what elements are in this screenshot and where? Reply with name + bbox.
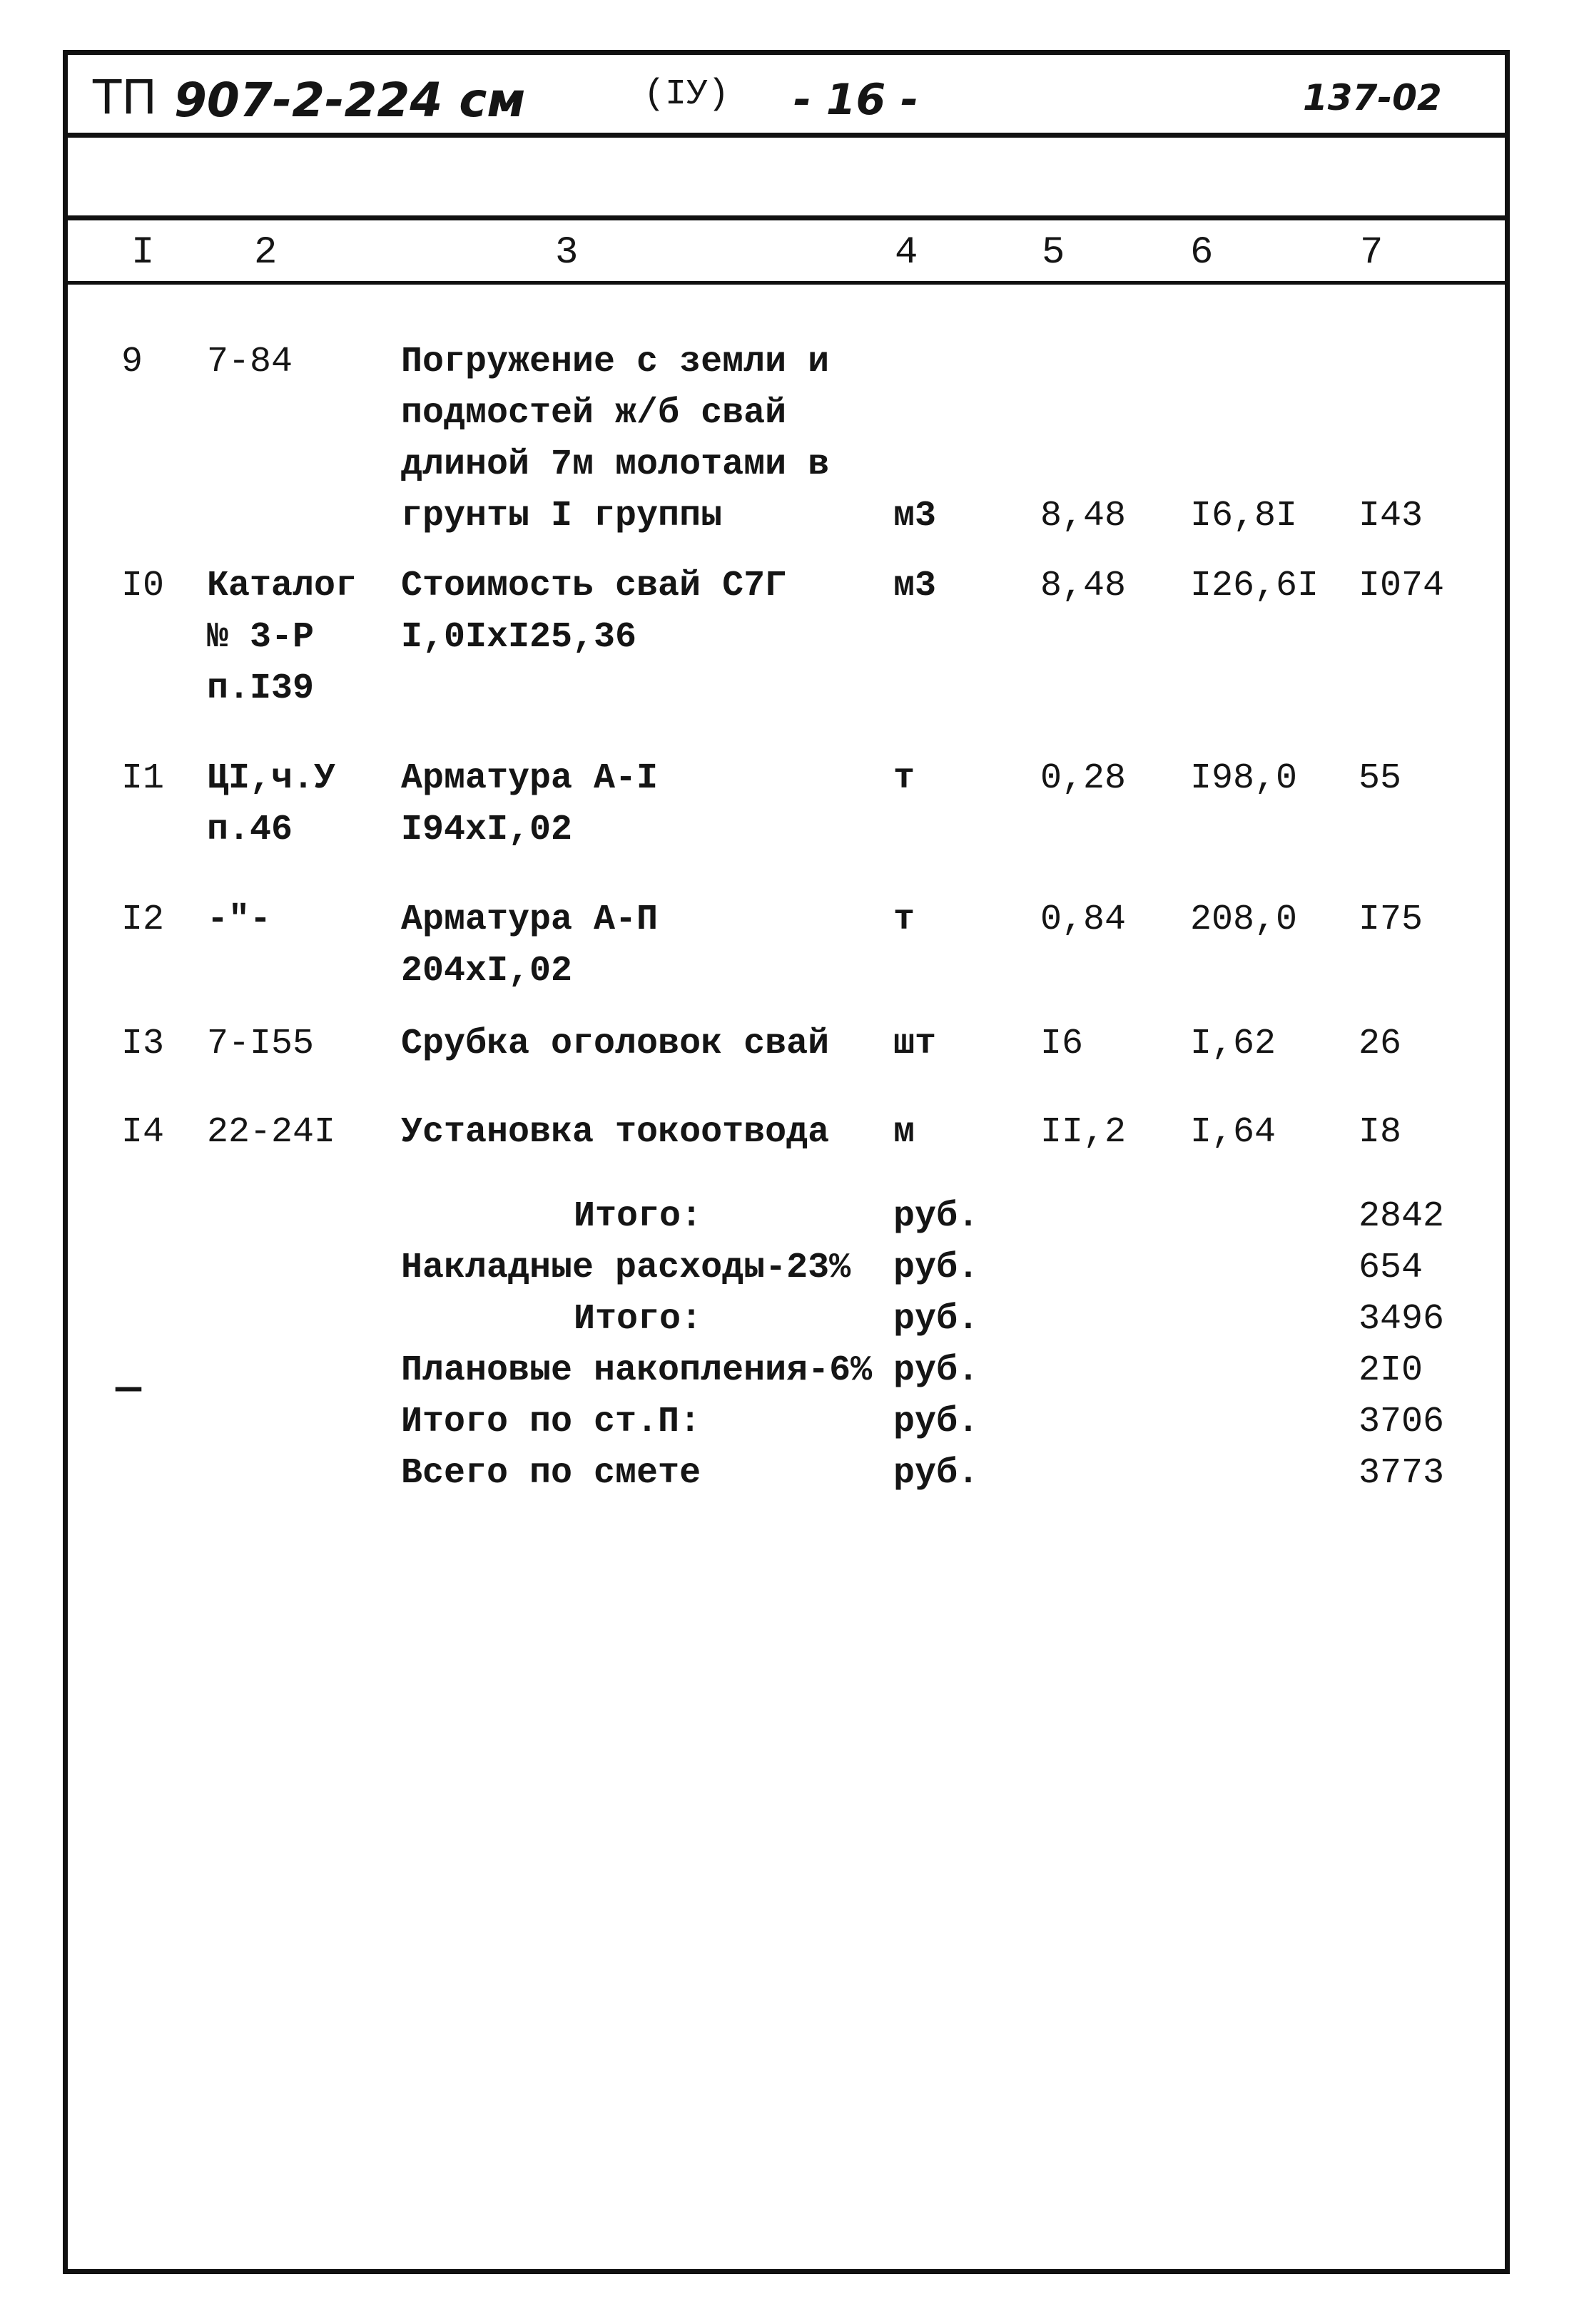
column-header-row xyxy=(0,231,1584,274)
row-number: I4 xyxy=(121,1112,165,1153)
column-number-2: 2 xyxy=(254,231,278,275)
row-total: 26 xyxy=(1359,1024,1402,1064)
row-number: I3 xyxy=(121,1024,165,1064)
row-unit-price: I98,0 xyxy=(1190,758,1298,799)
summary-label: Итого: xyxy=(574,1196,703,1237)
header-rule-columns xyxy=(63,215,1510,220)
row-quantity: II,2 xyxy=(1040,1112,1127,1153)
summary-value: 3496 xyxy=(1359,1299,1445,1340)
page-number: - 16 - xyxy=(793,75,919,125)
summary-label: Итого по ст.П: xyxy=(401,1402,701,1442)
summary-label: Плановые накопления-6% xyxy=(401,1350,873,1391)
column-number-1: I xyxy=(131,231,155,275)
row-code: 22-24I xyxy=(207,1112,336,1153)
row-total: I8 xyxy=(1359,1112,1402,1153)
row-unit: м3 xyxy=(893,566,937,606)
summary-label: Итого: xyxy=(574,1299,703,1340)
summary-value: 3773 xyxy=(1359,1453,1445,1494)
row-description: Арматура А-П 204xI,02 xyxy=(401,899,659,992)
row-number: I0 xyxy=(121,566,165,606)
column-number-4: 4 xyxy=(895,231,918,275)
summary-value: 3706 xyxy=(1359,1402,1445,1442)
project-code: 907-2-224 см xyxy=(174,73,526,128)
row-code: 7-84 xyxy=(207,342,293,382)
row-code: 7-I55 xyxy=(207,1024,315,1064)
row-description: Установка токоотвода xyxy=(401,1112,830,1153)
row-unit-price: I,62 xyxy=(1190,1024,1276,1064)
summary-label: Всего по смете xyxy=(401,1453,701,1494)
row-description: Стоимость свай С7Г I,0IxI25,36 xyxy=(401,566,787,658)
row-number: 9 xyxy=(121,342,143,382)
row-total: I074 xyxy=(1359,566,1445,606)
column-number-6: 6 xyxy=(1190,231,1214,275)
row-number: I2 xyxy=(121,899,165,940)
row-quantity: I6 xyxy=(1040,1024,1084,1064)
row-number: I1 xyxy=(121,758,165,799)
summary-unit: руб. xyxy=(893,1350,980,1391)
row-unit-price: 208,0 xyxy=(1190,899,1298,940)
summary-unit: руб. xyxy=(893,1196,980,1237)
row-unit: т xyxy=(893,899,915,940)
row-description: Срубка оголовок свай xyxy=(401,1024,830,1064)
row-unit: т xyxy=(893,758,915,799)
row-description: Погружение с земли и подмостей ж/б свай длиной 7м молотами в грунты I группы xyxy=(401,342,830,536)
summary-value: 2842 xyxy=(1359,1196,1445,1237)
row-unit-price: I,64 xyxy=(1190,1112,1276,1153)
tp-label: ТП xyxy=(93,70,157,125)
column-header-rule xyxy=(63,281,1510,285)
row-total: 55 xyxy=(1359,758,1402,799)
row-code: Каталог № 3-Р п.I39 xyxy=(207,566,357,709)
row-quantity: 0,28 xyxy=(1040,758,1127,799)
stamp-number: 137-02 xyxy=(1303,77,1442,118)
column-number-5: 5 xyxy=(1042,231,1065,275)
header-rule-top xyxy=(63,133,1510,138)
row-unit: м3 xyxy=(893,496,937,536)
column-number-3: 3 xyxy=(555,231,579,275)
part-number: (IУ) xyxy=(644,74,730,115)
summary-unit: руб. xyxy=(893,1248,980,1288)
summary-unit: руб. xyxy=(893,1299,980,1340)
row-unit-price: I6,8I xyxy=(1190,496,1298,536)
summary-label: Накладные расходы-23% xyxy=(401,1248,851,1288)
summary-value: 2I0 xyxy=(1359,1350,1423,1391)
row-unit: шт xyxy=(893,1024,937,1064)
row-quantity: 8,48 xyxy=(1040,566,1127,606)
row-total: I43 xyxy=(1359,496,1423,536)
summary-unit: руб. xyxy=(893,1402,980,1442)
row-code: ЦI,ч.У п.46 xyxy=(207,758,336,850)
row-description: Арматура А-I I94xI,02 xyxy=(401,758,659,850)
column-number-7: 7 xyxy=(1360,231,1384,275)
summary-unit: руб. xyxy=(893,1453,980,1494)
row-quantity: 8,48 xyxy=(1040,496,1127,536)
row-total: I75 xyxy=(1359,899,1423,940)
summary-value: 654 xyxy=(1359,1248,1423,1288)
row-unit-price: I26,6I xyxy=(1190,566,1319,606)
margin-mark: — xyxy=(116,1365,142,1414)
row-unit: м xyxy=(893,1112,915,1153)
row-quantity: 0,84 xyxy=(1040,899,1127,940)
row-code: -"- xyxy=(207,899,272,940)
